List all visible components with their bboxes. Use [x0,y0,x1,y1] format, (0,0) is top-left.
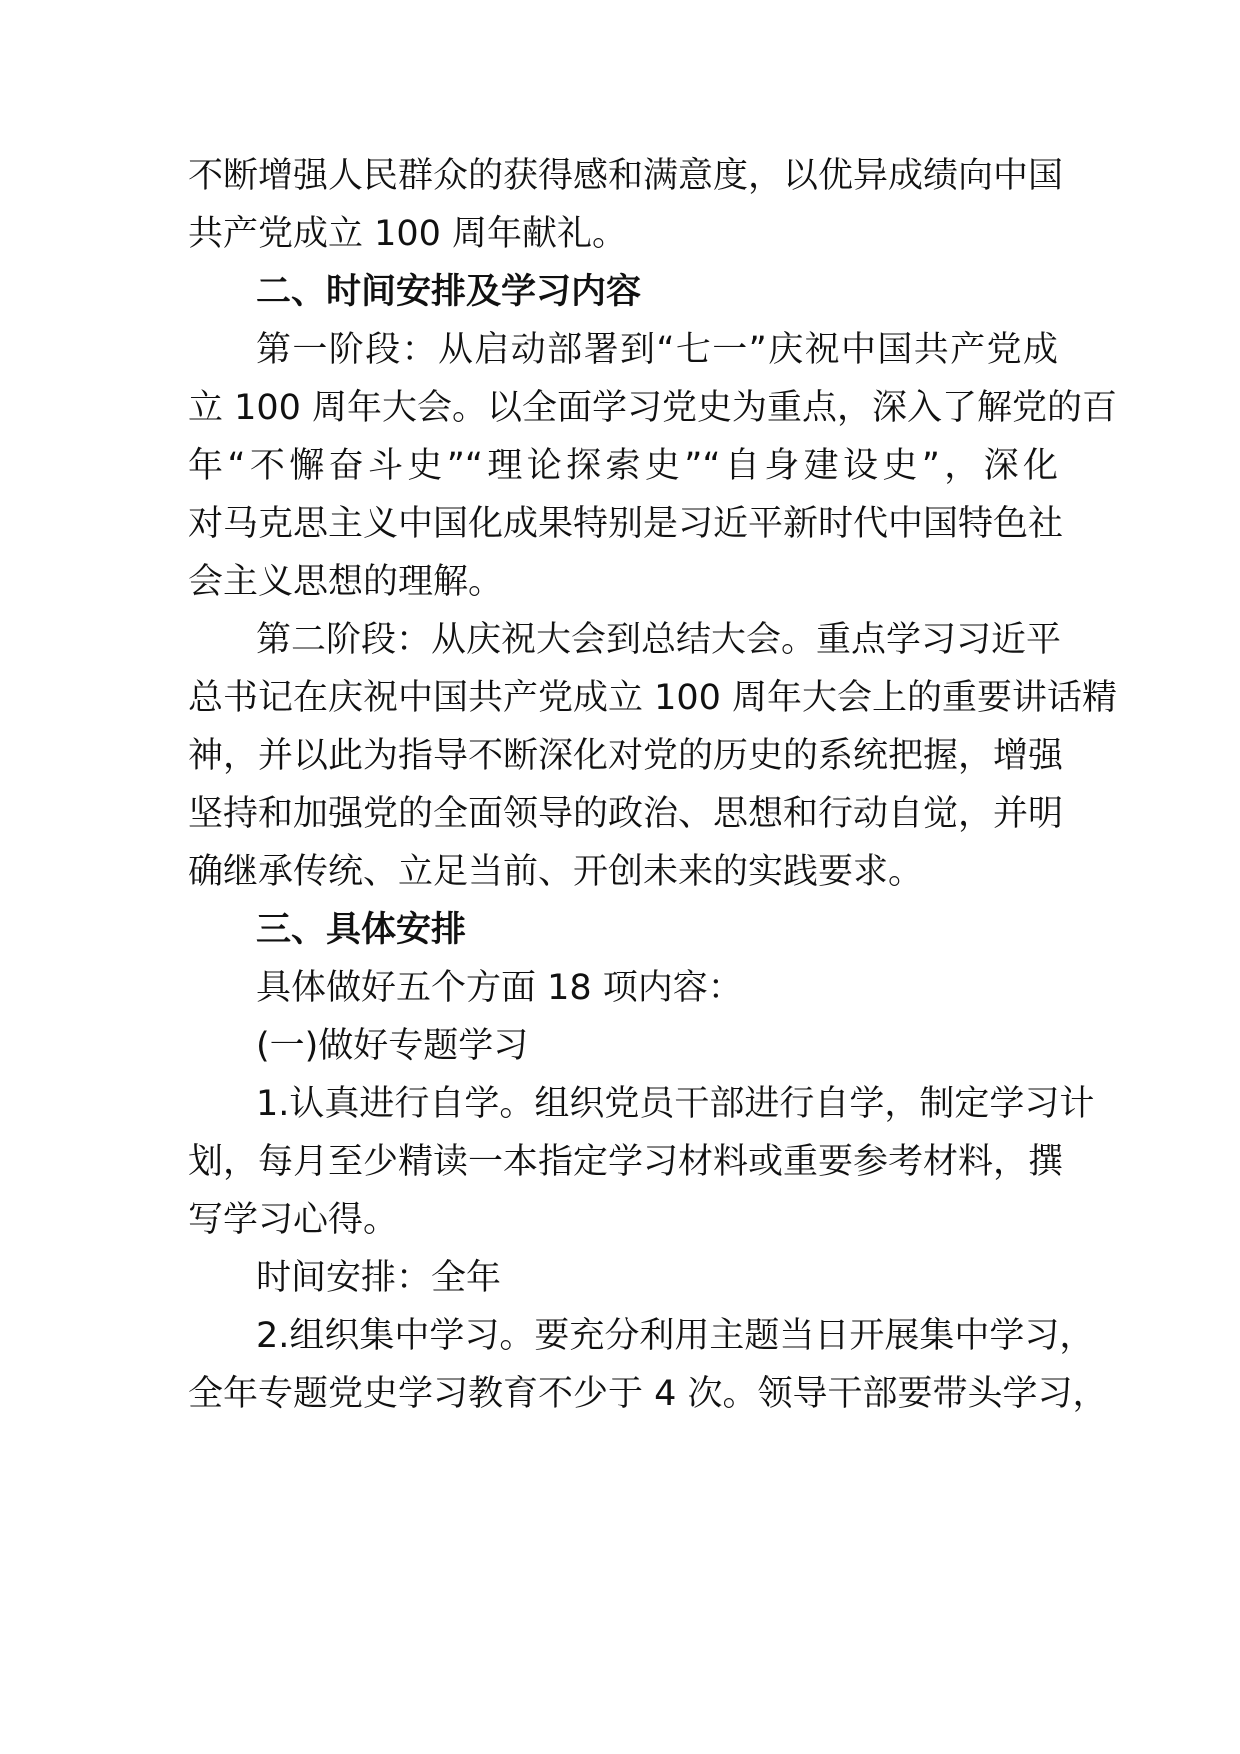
body-text-line: 年“不懈奋斗史”“理论探索史”“自身建设史”，深化 [188,446,1058,486]
body-text-line: 神，并以此为指导不断深化对党的历史的系统把握，增强 [188,736,1064,776]
body-text-line: 时间安排：全年 [256,1258,502,1298]
body-text-line: 第一阶段：从启动部署到“七一”庆祝中国共产党成 [256,330,1058,370]
body-text-line: 会主义思想的理解。 [188,562,504,602]
body-text-line: 第二阶段：从庆祝大会到总结大会。重点学习习近平 [256,620,1062,660]
subsection-heading: (一)做好专题学习 [256,1026,529,1066]
body-text-line: 共产党成立 100 周年献礼。 [188,214,628,254]
section-heading: 二、时间安排及学习内容 [256,272,642,312]
body-text-line: 全年专题党史学习教育不少于 4 次。领导干部要带头学习， [188,1374,1108,1414]
body-text-line: 不断增强人民群众的获得感和满意度，以优异成绩向中国 [188,156,1064,196]
body-text-line: 划，每月至少精读一本指定学习材料或重要参考材料，撰 [188,1142,1064,1182]
section-heading: 三、具体安排 [256,910,467,950]
body-text-line: 2.组织集中学习。要充分利用主题当日开展集中学习， [256,1316,1095,1356]
body-text-line: 对马克思主义中国化成果特别是习近平新时代中国特色社 [188,504,1064,544]
body-text-line: 总书记在庆祝中国共产党成立 100 周年大会上的重要讲话精 [188,678,1118,718]
body-text-line: 写学习心得。 [188,1200,399,1240]
body-text-line: 1.认真进行自学。组织党员干部进行自学，制定学习计 [256,1084,1095,1124]
body-text-line: 坚持和加强党的全面领导的政治、思想和行动自觉，并明 [188,794,1064,834]
body-text-line: 立 100 周年大会。以全面学习党史为重点，深入了解党的百 [188,388,1118,428]
body-text-line: 确继承传统、立足当前、开创未来的实践要求。 [188,852,924,892]
body-text-line: 具体做好五个方面 18 项内容： [256,968,743,1008]
